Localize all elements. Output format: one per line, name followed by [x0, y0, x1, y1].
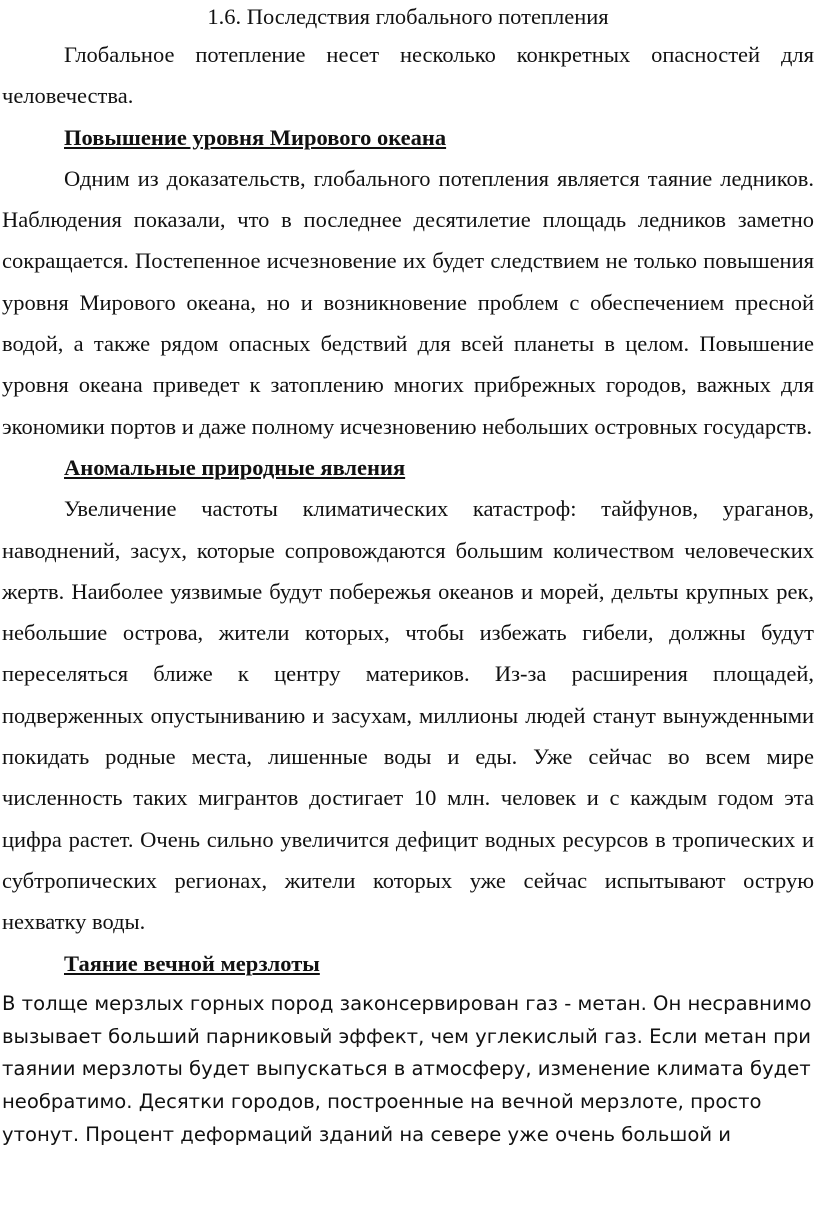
intro-paragraph: Глобальное потепление несет несколько конкретных опасностей для человечества.	[2, 42, 814, 109]
section-paragraph-anomalies: Увеличение частоты климатических катастроф: тайфунов, ураганов, наводнений, засух, которые сопровождаются большим количеством человеческих жертв. Наиболее уязвимые будут побережья океанов и морей, дельты крупных рек, небольшие острова, жители которых, чтобы избежать гибели, должны будут переселяться ближе к центру материков. Из-за расширения площадей, подверженных опустыниванию и засухам, миллионы людей станут вынужденными покидать родные места, лишенные воды и еды. Уже сейчас во всем мире численность таких мигрантов достигает 10 млн. человек и с каждым годом эта цифра растет. Очень сильно увеличится дефицит водных ресурсов в тропических и субтропических регионах, жители которых уже сейчас испытывают острую нехватку воды.	[2, 496, 814, 935]
section-paragraph-sea-level: Одним из доказательств, глобального потепления является таяние ледников. Наблюдения показали, что в последнее десятилетие площадь ледников заметно сокращается. Постепенное исчезновение их будет следствием не только повышения уровня Мирового океана, но и возникновение проблем с обеспечением пресной водой, а также рядом опасных бедствий для всей планеты в целом. Повышение уровня океана приведет к затоплению многих прибрежных городов, важных для экономики портов и даже полному исчезновению небольших островных государств.	[2, 165, 814, 439]
section-paragraph-permafrost: В толще мерзлых горных пород законсервирован газ - метан. Он несравнимо вызывает больший парниковый эффект, чем углекислый газ. Если метан при таянии мерзлоты будет выпускаться в атмосферу, изменение климата будет необратимо. Десятки городов, построенные на вечной мерзлоте, просто утонут. Процент деформаций зданий на севере уже очень большой и	[2, 991, 812, 1146]
section-heading-sea-level: Повышение уровня Мирового океана	[64, 124, 447, 150]
document-title: 1.6. Последствия глобального потепления	[207, 4, 609, 29]
section-heading-permafrost: Таяние вечной мерзлоты	[64, 950, 320, 976]
section-heading-anomalies: Аномальные природные явления	[64, 454, 406, 480]
